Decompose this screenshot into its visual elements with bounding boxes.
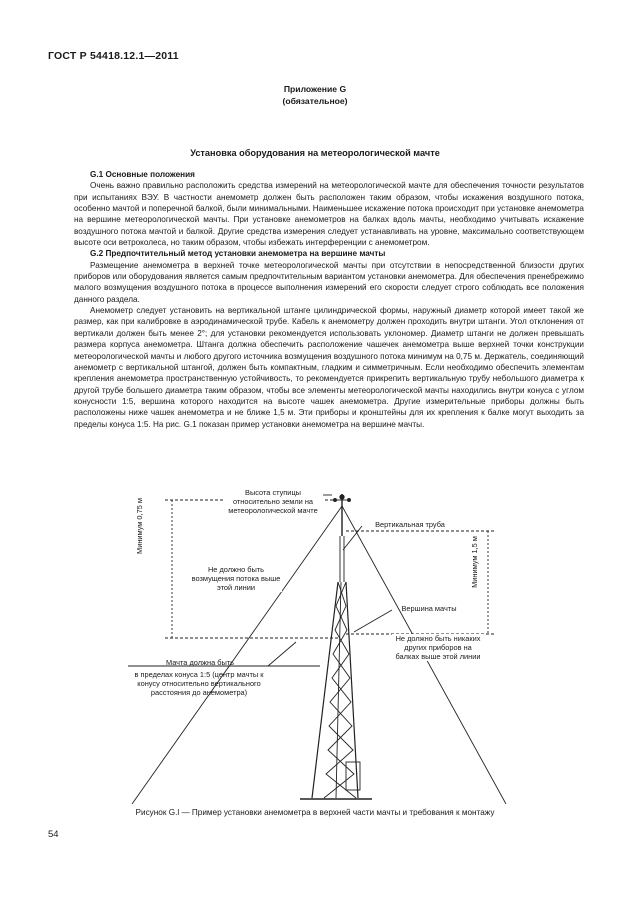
g2-heading: G.2 Предпочтительный метод установки анемометра на вершине мачты [90,249,386,259]
g1-heading: G.1 Основные положения [90,170,195,179]
document-header: ГОСТ Р 54418.12.1—2011 [48,50,179,62]
figure-g1 [110,486,520,804]
label-no-instruments: Не должно быть никаких других приборов на балках выше этой линии [392,634,484,661]
label-vertical-pipe: Вертикальная труба [375,520,445,529]
appendix-title: Приложение G [283,84,347,94]
body-text [74,169,584,430]
label-cone-line1: Мачта должна быть [165,658,235,667]
label-no-disturbance: Не должно быть возмущения потока выше этой линии [191,565,281,592]
label-min-15: Минимум 1,5 м [470,536,479,588]
label-mast-top: Вершина мачты [401,604,457,613]
figure-caption: Рисунок G.l — Пример установки анемометра в верхней части мачты и требования к монтажу [135,808,495,817]
g1-paragraph-1: Очень важно правильно расположить средства измерений на метеорологической мачте для обеспечения точности результатов при испытаниях ВЭУ. В частности анемометр должен быть расположен таким образом, чтобы искажения воздушного потока, особенно мачтой и поперечной балкой, были минимальными. Наименьшее искажение потока происходит при установке анемометра на вершине метеорологической мачты. При установке анемометров на балках вдоль мачты, необходимо учитывать искажение воздушного потока мачтой и балкой. Другие средства измерения следует устанавливать на уровне, максимально соответствующем высоте оси ветроколеса, но таким образом, чтобы избежать интерференции с анемометром. [74,181,584,248]
label-hub-height: Высота ступицы относительно земли на метеорологической мачте [223,488,323,515]
g2-paragraph-1: Размещение анемометра в верхней точке метеорологической мачты при отсутствии в непосредственной близости других приборов или оборудования является самым предпочтительным вариантом установки анемометра. Для обеспечения пренебрежимо малого возмущения воздушного потока в процессе выполнения измерений его скорости следует строго соблюдать все положения данного раздела. [74,260,584,304]
label-min-075: Минимум 0,75 м [135,498,144,554]
g2-paragraph-2: Анемометр следует установить на вертикальной штанге цилиндрической формы, наружный диаметр которой имеет такой же размер, как при калибровке в аэродинамической трубе. Кабель к анемометру должен проходить внутри штанги. Угол отклонения от вертикали должен быть менее 2°; для установки рекомендуется использовать уклономер. Диаметр штанги не должен превышать размера корпуса анемометра. Штанга должна обеспечить расположение чашечек анемометра выше верхней точки конструкции метеорологической мачты и любого другого источника возмущения воздушного потока минимум на 0,75 м. Держатель, соединяющий анемометр с вертикальной штангой, должен быть компактным, гладким и симметричным. Если необходимо обеспечить элементам крепления анемометра пространственную устойчивость, то рекомендуется прикрепить вертикальную трубу небольшого диаметра к другой трубе большего диаметра таким образом, чтобы все элементы метеорологической мачты находились внутри конуса с углом конусности 1:5, вершина которого находится на высоте чашек анемометра. Другие измерительные приборы должны быть расположены ниже чашек анемометра и не ближе 1,5 м. Эти приборы и кронштейны для их крепления к балке могут выходить за пределы конуса 1:5. На рис. G.1 показан пример установки анемометра на вершине мачты. [74,306,584,429]
page-number: 54 [48,829,59,840]
appendix-status: (обязательное) [282,96,348,106]
label-cone-rest: в пределах конуса 1:5 (центр мачты к конусу относительно вертикального расстояния до анемометра) [134,670,264,697]
section-title: Установка оборудования на метеорологической мачте [190,148,440,158]
